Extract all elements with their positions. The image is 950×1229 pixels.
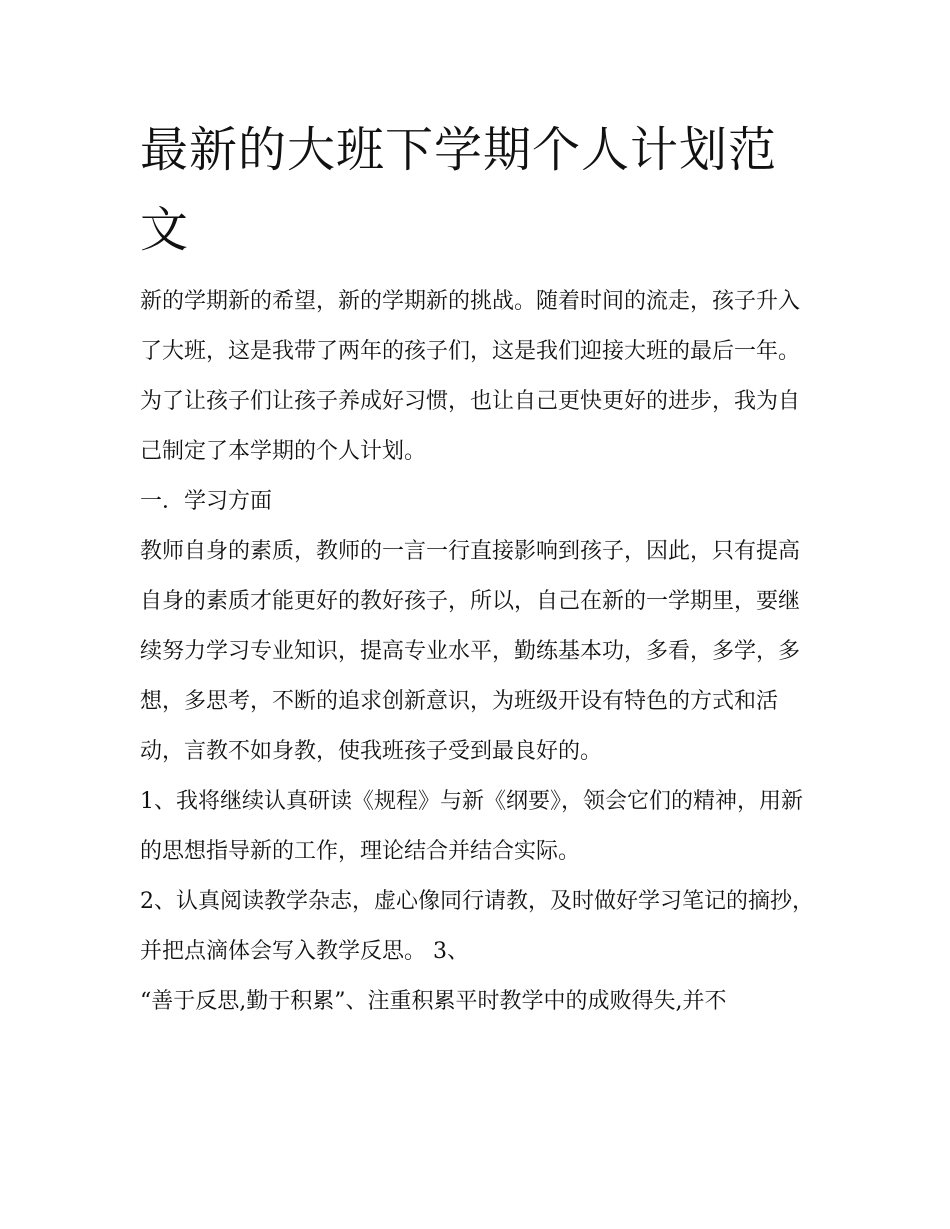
- document-body: [140, 277, 820, 1027]
- paragraph-item-1: 1、我将继续认真研读《规程》与新《纲要》，领会它们的精神，用新的思想指导新的工作，理论结合并结合实际。: [140, 789, 803, 864]
- section-heading-study: 一．学习方面: [140, 489, 273, 514]
- paragraph-item-2: 2、认真阅读教学杂志，虚心像同行请教，及时做好学习笔记的摘抄，并把点滴体会写入教学反思。 3、: [140, 889, 814, 964]
- paragraph-teacher-quality: 教师自身的素质，教师的一言一行直接影响到孩子，因此，只有提高自身的素质才能更好的教好孩子，所以，自己在新的一学期里，要继续努力学习专业知识，提高专业水平，勤练基本功，多看，多学，多想，多思考，不断的追求创新意识，为班级开设有特色的方式和活动，言教不如身教，使我班孩子受到最良好的。: [140, 539, 801, 764]
- paragraph-item-3: “善于反思,勤于积累”、注重积累平时教学中的成败得失,并不: [140, 989, 727, 1014]
- document-title: 最新的大班下学期个人计划范文: [140, 122, 778, 258]
- paragraph-intro: 新的学期新的希望，新的学期新的挑战。随着时间的流走，孩子升入了大班，这是我带了两年的孩子们，这是我们迎接大班的最后一年。为了让孩子们让孩子养成好习惯，也让自己更快更好的进步，我为自己制定了本学期的个人计划。: [140, 289, 801, 464]
